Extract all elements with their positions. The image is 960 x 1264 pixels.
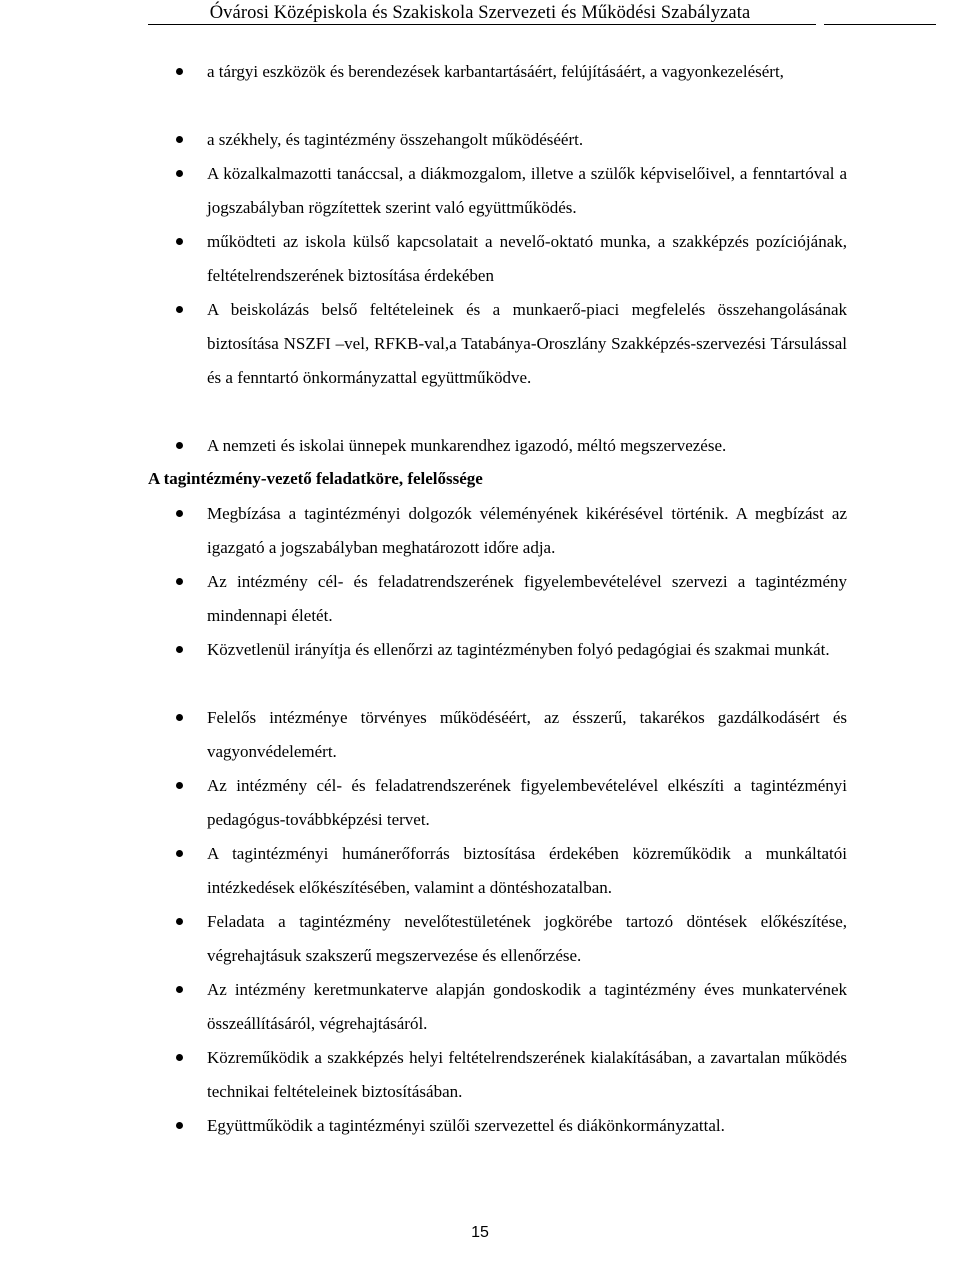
page-number: 15 bbox=[471, 1224, 489, 1241]
header-rule bbox=[824, 24, 936, 25]
bullet-icon bbox=[176, 986, 183, 993]
list-item: Megbízása a tagintézményi dolgozók véleményének kikérésével történik. A megbízást az igazgató a jogszabályban meghatározott időre adja. bbox=[207, 497, 847, 565]
bullet-icon bbox=[176, 578, 183, 585]
list-item: Közvetlenül irányítja és ellenőrzi az tagintézményben folyó pedagógiai és szakmai munkát. bbox=[207, 633, 847, 667]
bullet-icon bbox=[176, 782, 183, 789]
list-item: A nemzeti és iskolai ünnepek munkarendhez igazodó, méltó megszervezése. bbox=[207, 429, 847, 463]
bullet-icon bbox=[176, 714, 183, 721]
list-item: A beiskolázás belső feltételeinek és a munkaerő-piaci megfelelés összehangolásának biztosítása NSZFI –vel, RFKB-val,a Tatabánya-Oroszlány Szakképzés-szervezési Társulással és a fenntartó önkormányzattal együttműködve. bbox=[207, 293, 847, 395]
header-rule bbox=[148, 24, 816, 25]
bullet-icon bbox=[176, 68, 183, 75]
list-item: Együttműködik a tagintézményi szülői szervezettel és diákönkormányzattal. bbox=[207, 1109, 847, 1143]
list-item: a székhely, és tagintézmény összehangolt működéséért. bbox=[207, 123, 847, 157]
list-item: A tagintézményi humánerőforrás biztosítása érdekében közreműködik a munkáltatói intézkedések előkészítésében, valamint a döntéshozatalban. bbox=[207, 837, 847, 905]
bullet-icon bbox=[176, 306, 183, 313]
list-item: működteti az iskola külső kapcsolatait a nevelő-oktató munka, a szakképzés pozíciójának, feltételrendszerének biztosítása érdekében bbox=[207, 225, 847, 293]
bullet-icon bbox=[176, 442, 183, 449]
list-item: Felelős intézménye törvényes működéséért, az ésszerű, takarékos gazdálkodásért és vagyonvédelemért. bbox=[207, 701, 847, 769]
bullet-icon bbox=[176, 1122, 183, 1129]
list-item: A közalkalmazotti tanáccsal, a diákmozgalom, illetve a szülők képviselőivel, a fenntartóval a jogszabályban rögzítettek szerint való együttműködés. bbox=[207, 157, 847, 225]
bullet-icon bbox=[176, 238, 183, 245]
bullet-icon bbox=[176, 850, 183, 857]
bullet-icon bbox=[176, 918, 183, 925]
bullet-icon bbox=[176, 510, 183, 517]
list-item: a tárgyi eszközök és berendezések karbantartásáért, felújításáért, a vagyonkezelésért, bbox=[207, 55, 847, 89]
bullet-icon bbox=[176, 170, 183, 177]
running-header: Óvárosi Középiskola és Szakiskola Szervezeti és Működési Szabályzata bbox=[209, 3, 751, 23]
bullet-icon bbox=[176, 136, 183, 143]
list-item: Közreműködik a szakképzés helyi feltételrendszerének kialakításában, a zavartalan működés technikai feltételeinek biztosításában. bbox=[207, 1041, 847, 1109]
bullet-icon bbox=[176, 646, 183, 653]
list-item: Az intézmény cél- és feladatrendszerének figyelembevételével elkészíti a tagintézményi pedagógus-továbbképzési tervet. bbox=[207, 769, 847, 837]
list-item: Az intézmény keretmunkaterve alapján gondoskodik a tagintézmény éves munkatervének összeállításáról, végrehajtásáról. bbox=[207, 973, 847, 1041]
section-heading: A tagintézmény-vezető feladatköre, felelőssége bbox=[148, 469, 483, 488]
list-item: Feladata a tagintézmény nevelőtestületének jogkörébe tartozó döntések előkészítése, végrehajtásuk szakszerű megszervezése és ellenőrzése. bbox=[207, 905, 847, 973]
list-item: Az intézmény cél- és feladatrendszerének figyelembevételével szervezi a tagintézmény mindennapi életét. bbox=[207, 565, 847, 633]
bullet-icon bbox=[176, 1054, 183, 1061]
